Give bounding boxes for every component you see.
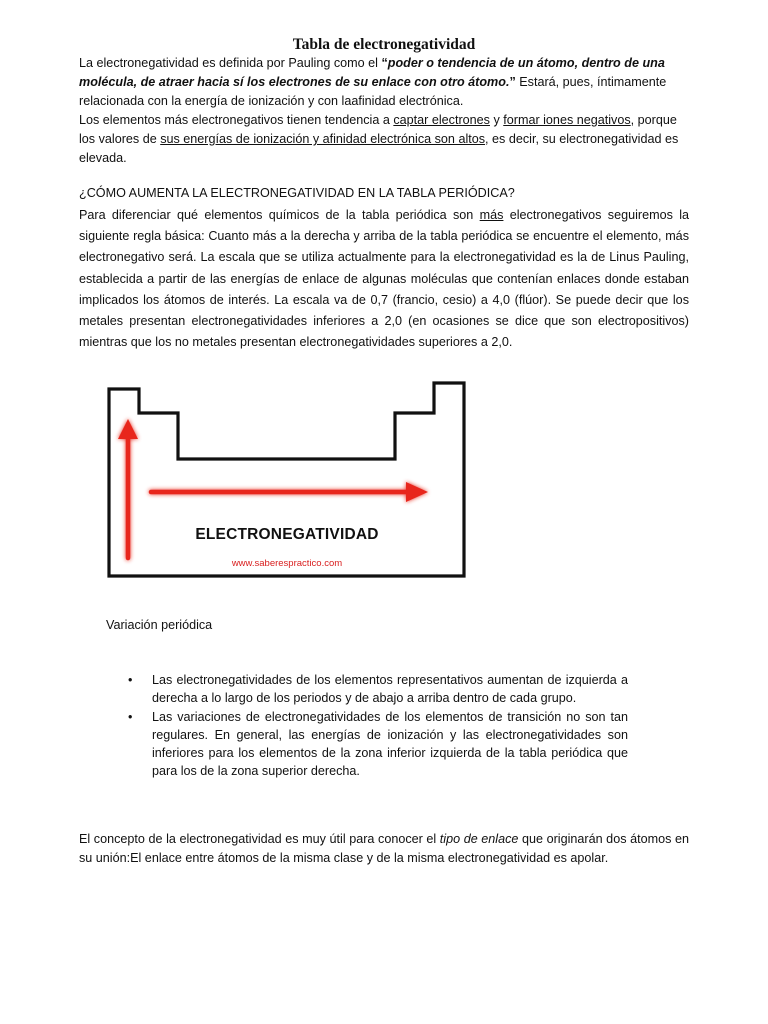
electronegativity-diagram [106, 376, 468, 580]
underlined-captar-electrones: captar electrones [393, 113, 490, 127]
definition-text-a: La electronegatividad es definida por Pauling como el [79, 56, 382, 70]
closing-text-a: El concepto de la electronegatividad es muy útil para conocer el [79, 832, 440, 846]
tendency-text-d: , es decir, su electronegatividad es elevada. [79, 132, 679, 165]
list-item [106, 671, 628, 707]
definition-text-b: Estará, pues, íntimamente relacionada con la energía de ionización y con laafinidad electrónica. [79, 75, 667, 108]
tipo-de-enlace: tipo de enlace [439, 832, 519, 846]
section-body [79, 205, 689, 353]
tendency-text-b: y [489, 113, 504, 127]
bullet-text: Las electronegatividades de los elementos representativos aumentan de izquierda a derecha a lo largo de los periodos y de abajo a arriba dentro de cada grupo. [152, 673, 628, 705]
diagram-label: ELECTRONEGATIVIDAD [195, 526, 379, 543]
underlined-formar-iones: formar iones negativos [503, 113, 631, 127]
section-body-text-b: electronegativos seguiremos la siguiente regla básica: Cuanto más a la derecha y arriba de la tabla periódica se encuentre el elemento, más electronegativo será. La escala que se utiliza actualmente para la electronegatividad es la de Linus Pauling, establecida a partir de las energías de enlace de algunas moléculas que contenían enlaces donde estaban implicados los átomos de interés. La escala va de 0,7 (francio, cesio) a 4,0 (flúor). Se puede decir que los metales presentan electronegatividades inferiores a 2,0 (en ocasiones se dice que son electropositivos) mientras que los no metales presentan electronegatividades superiores a 2,0. [79, 208, 690, 350]
section-heading: ¿CÓMO AUMENTA LA ELECTRONEGATIVIDAD EN LA TABLA PERIÓDICA? [79, 186, 515, 200]
subheading-variacion: Variación periódica [106, 618, 213, 632]
variation-bullet-list [106, 671, 628, 781]
tendency-text-a: Los elementos más electronegativos tienen tendencia a [79, 113, 394, 127]
closing-text-b: que originarán dos átomos en su unión:El enlace entre átomos de la misma clase y de la misma electronegatividad es apolar. [79, 832, 689, 865]
periodic-table-outline [109, 383, 464, 576]
bullet-text: Las variaciones de electronegatividades de los elementos de transición no son tan regulares. En general, las energías de ionización y las electronegatividades son inferiores para los elementos de la zona inferior izquierda de la tabla periódica que para los de la zona superior derecha. [152, 710, 628, 778]
horizontal-arrow [151, 482, 428, 502]
intro-paragraph-definition [79, 54, 689, 111]
intro-paragraph-tendency [79, 111, 689, 168]
pauling-definition-quote: poder o tendencia de un átomo, dentro de una molécula, de atraer hacia sí los electrones de su enlace con otro átomo. [79, 56, 665, 89]
underlined-mas: más [479, 208, 504, 222]
closing-paragraph [79, 830, 689, 868]
diagram-url: www.saberespractico.com [231, 558, 343, 569]
tendency-text-c: , porque los valores de [79, 113, 677, 146]
quote-open: “ [381, 56, 388, 70]
list-item [106, 708, 628, 780]
quote-close: ” [509, 75, 516, 89]
underlined-energias: sus energías de ionización y afinidad electrónica son altos [160, 132, 486, 146]
section-body-text-a: Para diferenciar qué elementos químicos de la tabla periódica son [79, 208, 480, 222]
document-title: Tabla de electronegatividad [292, 36, 476, 53]
periodic-table-outline-svg [106, 376, 468, 580]
bullet-icon: • [128, 710, 133, 724]
bullet-icon: • [128, 673, 133, 687]
